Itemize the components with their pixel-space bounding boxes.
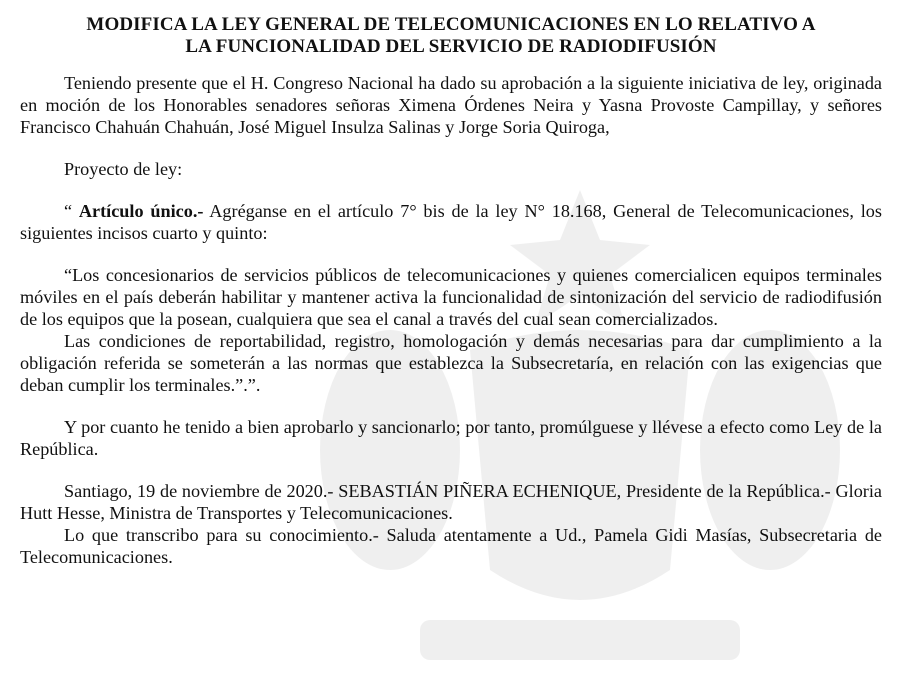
promulgation-paragraph: Y por cuanto he tenido a bien aprobarlo y sancionarlo; por tanto, promúlguese y llévese a efecto como Ley de la República.	[20, 417, 882, 459]
title-line-2: LA FUNCIONALIDAD DEL SERVICIO DE RADIODIFUSIÓN	[185, 36, 717, 57]
inciso-cuarto-paragraph: “Los concesionarios de servicios públicos de telecomunicaciones y quienes comercialicen equipos terminales móviles en el país deberán habilitar y mantener activa la funcionalidad de sintonización del servicio de radiodifusión de los equipos que la posean, cualquiera que sea el canal a través del cual sean comercializados.	[20, 265, 882, 329]
intro-paragraph: Teniendo presente que el H. Congreso Nacional ha dado su aprobación a la siguiente iniciativa de ley, originada en moción de los Honorables senadores señoras Ximena Órdenes Neira y Yasna Provoste Campillay, y señores Francisco Chahuán Chahuán, José Miguel Insulza Salinas y Jorge Soria Quiroga,	[20, 73, 882, 137]
inciso-quinto-paragraph: Las condiciones de reportabilidad, registro, homologación y demás necesarias para dar cumplimiento a la obligación referida se someterán a las normas que establezca la Subsecretaría, en relación con las exigencias que deban cumplir los terminales.”.”.	[20, 331, 882, 395]
document-title	[20, 14, 882, 58]
transcription-paragraph: Lo que transcribo para su conocimiento.- Saluda atentamente a Ud., Pamela Gidi Masías, Subsecretaria de Telecomunicaciones.	[20, 525, 882, 567]
article-open-quote: “	[64, 201, 79, 221]
article-heading: Artículo único.-	[78, 201, 204, 221]
signature-paragraph: Santiago, 19 de noviembre de 2020.- SEBASTIÁN PIÑERA ECHENIQUE, Presidente de la República.- Gloria Hutt Hesse, Ministra de Transportes y Telecomunicaciones.	[20, 481, 882, 523]
article-text: Agréganse en el artículo 7° bis de la ley N° 18.168, General de Telecomunicaciones, los siguientes incisos cuarto y quinto:	[20, 201, 882, 243]
title-line-1: MODIFICA LA LEY GENERAL DE TELECOMUNICACIONES EN LO RELATIVO A	[86, 14, 816, 35]
proyecto-label: Proyecto de ley:	[64, 159, 183, 179]
article-paragraph	[20, 200, 882, 244]
